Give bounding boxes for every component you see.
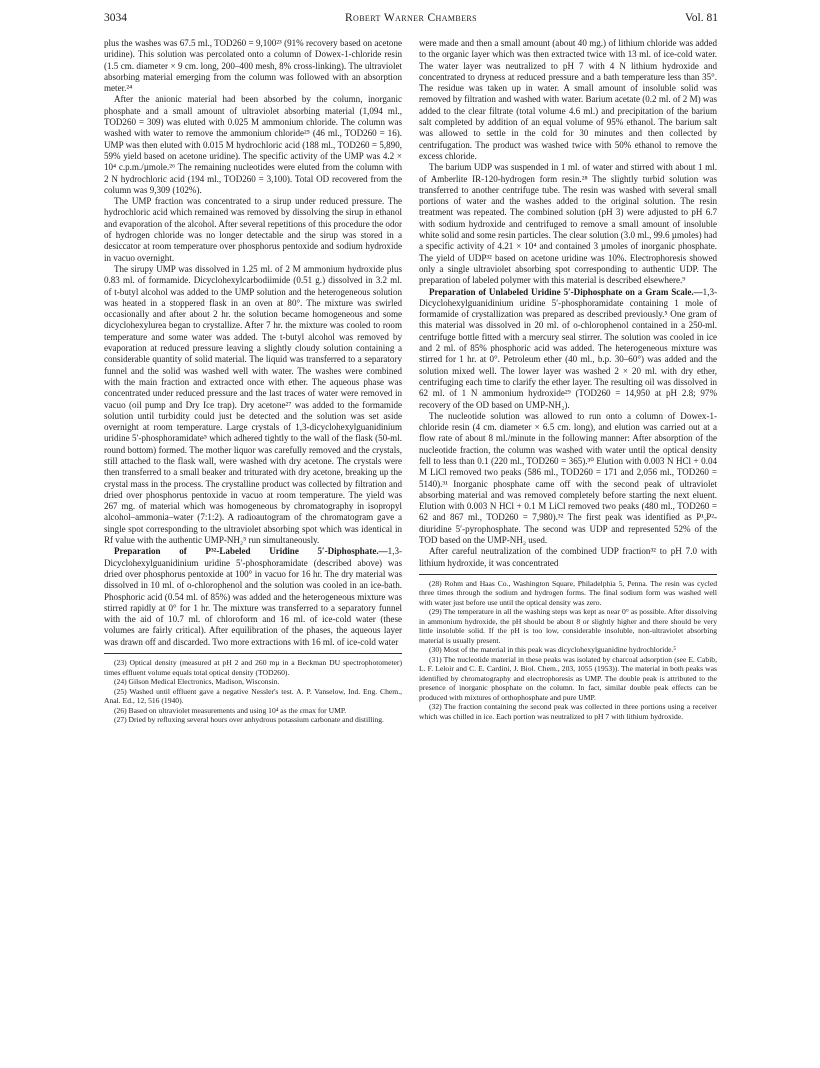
paragraph-text: 1,3-Dicyclohexylguanidinium uridine 5′-phosphoramidate (described above) was dried over phosphorus pentoxide at 100° in vacuo for 16 hr. The dry material was dissolved in 10 ml. of o-chlorophenol and the solution was cooled in an ice-bath. Phosphoric acid (0.54 ml. of 85%) was added and the heterogeneous mixture was stirred rapidly at 0° for 1 hr. The mixture was transferred to a separatory funnel with the aid of 10.7 ml. of chloroform and 16 ml. of ice-cold water (these volumes are fairly critical). After equilibration of the phases, the aqueous layer was drawn off and discarded. Two more extractions with 16 ml. of ice-cold water <box>104 546 402 647</box>
running-header <box>104 12 718 28</box>
right-column <box>419 38 717 1060</box>
paragraph-text: The sirupy UMP was dissolved in 1.25 ml. of 2 M ammonium hydroxide plus 0.83 ml. of formamide. Dicyclohexylcarbodiimide (0.51 g.) dissolved in 3.2 ml. of t-butyl alcohol was added to the UMP solution and the heterogeneous solution was heated in a stoppered flask in an oven at 80°. The mixture was swirled occasionally and after about 2 hr. the solution became homogeneous and some dicyclohexylurea began to crystallize. After 7 hr. the mixture was cooled to room temperature and some water was added. The t-butyl alcohol was removed by evaporation at reduced pressure leaving a slightly cloudy solution containing a considerable quantity of solid material. The liquid was transferred to a separatory funnel and the solid was washed well with water. The washes were combined with the main fraction and extracted once with ether. The aqueous phase was concentrated under reduced pressure and the last traces of water were removed in vacuo (oil pump and Dry Ice trap). Dry acetone²⁷ was added to the formamide solution until turbidity could just be detected and the solution was set aside overnight at room temperature. Large crystals of 1,3-dicyclohexylguanidinium uridine 5′-phosphoramidate⁵ which adhered tightly to the wall of the flask (50-ml. round bottom) formed. The mother liquor was carefully removed and the crystals, still attached to the flask wall, were washed with dry acetone. The crystals were then transferred to a small beaker and triturated with dry acetone, breaking up the crystal mass in the process. The crystalline product was collected by filtration and dried over phosphorus pentoxide in vacuo at room temperature. The yield was 267 mg. of material which was homogeneous by chromatography in isopropyl alcohol–ammonia–water (7:1:2). A radioautogram of the chromatogram gave a single spot corresponding to the ultraviolet absorbing spot which was identical in Rf value with the authentic UMP-NH₂⁵ run simultaneously. <box>104 263 402 546</box>
paragraph <box>104 264 402 546</box>
paragraph-text: The UMP fraction was concentrated to a sirup under reduced pressure. The hydrochloric acid which remained was removed by dissolving the sirup in ethanol and evaporation of the alcohol. After several repetitions of this procedure the odor of hydrogen chloride was no longer detectable and the sirup was stored in a desiccator at room temperature over phosphorus pentoxide and sodium hydroxide in vacuo overnight. <box>104 196 402 263</box>
section-heading: Preparation of Unlabeled Uridine 5′-Diphosphate on a Gram Scale.— <box>429 286 703 297</box>
paragraph <box>419 287 717 411</box>
paragraph-text: After careful neutralization of the combined UDP fraction³² to pH 7.0 with lithium hydroxide, it was concentrated <box>419 546 717 568</box>
footnote: (27) Dried by refluxing several hours over anhydrous potassium carbonate and distilling. <box>114 715 384 725</box>
page-number: 3034 <box>104 12 127 24</box>
footnote: (28) Rohm and Haas Co., Washington Square, Philadelphia 5, Penna. The resin was cycled three times through the sodium and hydrogen forms. The final sodium form was washed well with water just before use until the optical density was zero. <box>419 578 717 607</box>
right-column-body <box>419 38 717 569</box>
paragraph-text: The nucleotide solution was allowed to run onto a column of Dowex-1-chloride resin (4 cm. diameter × 6.5 cm. long), and elution was carried out at a flow rate of about 8 ml./minute in the following manner: After absorption of the nucleotide fraction, the column was washed with water until the optical density fell to less than 0.1 (220 ml., TOD260 = 365).³⁰ Elution with 0.003 N HCl + 0.04 M LiCl removed two peaks (586 ml., TOD260 = 171 and 2,056 ml., TOD260 = 5140).³¹ Inorganic phosphate came off with the second peak of ultraviolet absorbing material and was removed completely before starting the next eluent. Elution with 0.003 N HCl + 0.1 M LiCl removed two peaks (480 ml., TOD260 = 62 and 867 ml., TOD260 = 7,980).³² The first peak was identified as P¹,P²-diuridine 5′-pyrophosphate. The second was UDP and represented 52% of the TOD based on the UMP-NH₂ used. <box>419 410 717 546</box>
paragraph-text: The barium UDP was suspended in 1 ml. of water and stirred with about 1 ml. of Amberlite IR-120-hydrogen form resin.²⁸ The slightly turbid solution was transferred to another centrifuge tube. The resin was washed with several small portions of water and the washes added to the original solution. The resin treatment was repeated. The combined solution (pH 3) were adjusted to pH 6.7 with sodium hydroxide and centrifuged to remove a small amount of insoluble white solid and some resin particles. The clear solution (3.0 ml., 99.6 µmoles) had a specific activity of 4.21 × 10⁴ and contained 3 µmoles of inorganic phosphate. The yield of UDP³² based on acetone uridine was 10%. Electrophoresis showed only a single ultraviolet absorbing spot corresponding to authentic UDP. The preparation of labeled polymer with this material is described elsewhere.⁹ <box>419 162 717 286</box>
footnote: (25) Washed until effluent gave a negative Nessler's test. A. P. Vanselow, Ind. Eng. Chem., Anal. Ed., 12, 516 (1940). <box>104 686 402 706</box>
left-column-footnotes <box>104 653 402 725</box>
footnote: (31) The nucleotide material in these peaks was isolated by charcoal adsorption (see E. Cabib, L. F. Leloir and C. E. Cardini, J. Biol. Chem., 203, 1055 (1953)). The material in both peaks was identified by chromatography and electrophoresis as UMP. The double peak is attributed to the presence of inorganic phosphate on the column. In fact, similar double peak effects can be produced with mixtures of orthophosphate and pure UMP. <box>419 654 717 702</box>
right-column-footnotes <box>419 574 717 722</box>
section-heading: Preparation of P³²-Labeled Uridine 5′-Diphosphate.— <box>114 546 388 557</box>
paragraph-text: plus the washes was 67.5 ml., TOD260 = 9,100²³ (91% recovery based on acetone uridine). This solution was percolated onto a column of Dowex-1-chloride resin (1.5 cm. diameter × 9 cm. long, 200–400 mesh, 8% cross-linking). The ultraviolet absorbing material emerging from the column was followed with an absorption meter.²⁴ <box>104 38 402 94</box>
paragraph <box>104 196 402 264</box>
left-column-body <box>104 38 402 648</box>
paragraph <box>419 546 717 569</box>
paragraph-text: 1,3-Dicyclohexylguanidinium uridine 5′-phosphoramidate containing 1 mole of formamide of crystallization was prepared as described previously.⁵ One gram of this material was dissolved in 20 ml. of o-chlorophenol contained in a 250-ml. centrifuge bottle fitted with a mercury seal stirrer. The solution was cooled in ice and 2 ml. of 85% phosphoric acid was added. The heterogeneous mixture was stirred for 1 hr. at 0°. Petroleum ether (40 ml., b.p. 30–60°) was added and the solution mixed well. The lower layer was washed 2 × 20 ml. with dry ether, centrifuging each time to clarify the ether layer. The resulting oil was dissolved in 62 ml. of 1 N ammonium hydroxide²⁹ (TOD260 = 14,950 at pH 2.8; 97% recovery of the OD based on UMP-NH₂). <box>419 286 717 410</box>
paragraph <box>419 411 717 547</box>
paragraph <box>419 162 717 286</box>
volume-label: Vol. 81 <box>684 12 718 24</box>
left-column <box>104 38 402 1060</box>
paragraph-text: were made and then a small amount (about 40 mg.) of lithium chloride was added to the organic layer which was then extracted twice with 13 ml. of ice-cold water. The water layer was neutralized to pH 7 with 4 N lithium hydroxide and concentrated to dryness at reduced pressure and a bath temperature less than 35°. The residue was taken up in water. A small amount of insoluble solid was removed by filtration and washed with water. Barium acetate (0.2 ml. of 2 M) was added to the clear filtrate (total volume 4.6 ml.) and precipitation of the barium salt completed by addition of an equal volume of 95% ethanol. The barium salt was allowed to settle in the cold for 30 minutes and then collected by centrifugation. The product was washed twice with 50% ethanol to remove the excess chloride. <box>419 38 717 161</box>
paragraph <box>104 94 402 196</box>
footnote: (26) Based on ultraviolet measurements and using 10⁴ as the εmax for UMP. <box>114 705 347 715</box>
paragraph-text: After the anionic material had been absorbed by the column, inorganic phosphate and a small amount of ultraviolet absorbing material (1,094 ml., TOD260 = 309) was eluted with 0.025 M ammonium chloride. The column was washed with water to remove the ammonium chloride²⁵ (46 ml., TOD260 = 16). UMP was then eluted with 0.015 M hydrochloric acid (188 ml., TOD260 = 5,890, 59% yield based on acetone uridine). The specific activity of the UMP was 4.2 × 10⁴ c.p.m./µmole.²⁶ The remaining nucleotides were eluted from the column with 2 N hydrochloric acid (194 ml., TOD260 = 3,100). Total OD recovered from the column was 9,309 (102%). <box>104 94 402 195</box>
footnote: (23) Optical density (measured at pH 2 and 260 mµ in a Beckman DU spectrophotometer) times effluent volume equals total optical density (TOD260). <box>104 658 402 677</box>
footnote: (24) Gilson Medical Electronics, Madison, Wisconsin. <box>114 677 280 687</box>
footnote: (32) The fraction containing the second peak was collected in three portions using a receiver which was chilled in ice. Each portion was neutralized to pH 7 with lithium hydroxide. <box>419 702 717 721</box>
paragraph <box>419 38 717 162</box>
paragraph <box>104 38 402 94</box>
running-title: Robert Warner Chambers <box>344 12 478 24</box>
footnote: (29) The temperature in all the washing steps was kept as near 0° as possible. After dissolving in ammonium hydroxide, the pH should be about 8 or slightly higher and there should be very little insoluble solid. If the pH is too low, considerable insoluble, non-ultraviolet absorbing material is usually present. <box>419 607 717 645</box>
paragraph <box>104 546 402 648</box>
footnote: (30) Most of the material in this peak was dicyclohexylguanidine hydrochloride.⁵ <box>429 645 677 655</box>
